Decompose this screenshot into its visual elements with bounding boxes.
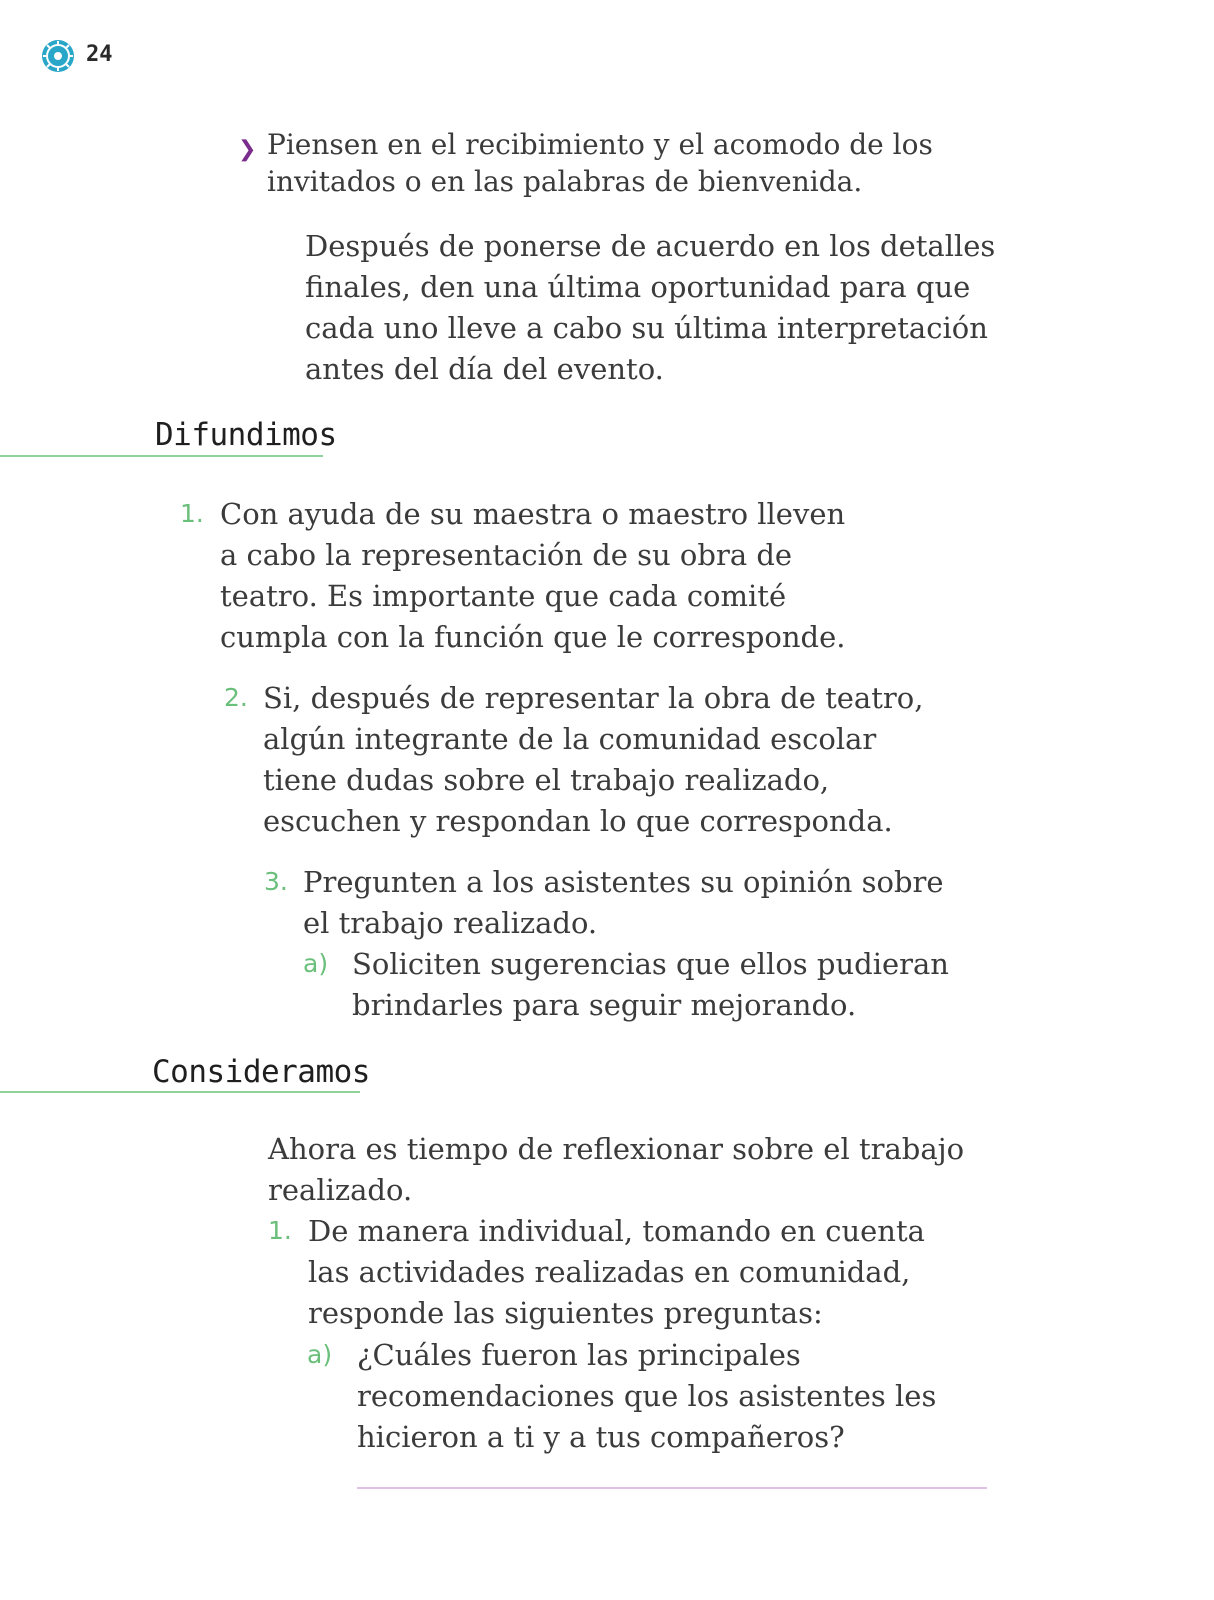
sub-item-text: Soliciten sugerencias que ellos pudieran brindarles para seguir mejorando.	[352, 947, 949, 1022]
sub-item-letter: a)	[307, 1340, 333, 1369]
section-heading-difundimos: Difundimos	[155, 417, 337, 453]
question-text: ¿Cuáles fueron las principales recomendaciones que los asistentes les hicieron a ti y a tus compañeros?	[357, 1338, 937, 1454]
list-number: 3.	[264, 867, 288, 896]
section-heading-consideramos: Consideramos	[152, 1054, 370, 1090]
list-number: 1.	[180, 499, 204, 528]
answer-line[interactable]	[357, 1487, 987, 1489]
heading-rule	[0, 455, 323, 457]
list-number: 1.	[268, 1216, 292, 1245]
heading-rule	[0, 1091, 360, 1093]
list-item-text: De manera individual, tomando en cuenta las actividades realizadas en comunidad, responde las siguientes preguntas:	[308, 1214, 925, 1330]
intro-paragraph: Después de ponerse de acuerdo en los detalles finales, den una última oportunidad para que cada uno lleve a cabo su última interpretación antes del día del evento.	[305, 229, 996, 386]
reflection-intro: Ahora es tiempo de reflexionar sobre el trabajo realizado.	[268, 1132, 965, 1207]
list-number: 2.	[224, 683, 248, 712]
rosette-icon	[40, 38, 76, 74]
list-item-text: Si, después de representar la obra de teatro, algún integrante de la comunidad escolar tiene dudas sobre el trabajo realizado, escuchen y respondan lo que corresponda.	[263, 681, 924, 838]
list-item-text: Pregunten a los asistentes su opinión sobre el trabajo realizado.	[303, 865, 944, 940]
bullet-text: Piensen en el recibimiento y el acomodo de los invitados o en las palabras de bienvenida.	[267, 128, 933, 198]
sub-item-letter: a)	[303, 949, 329, 978]
list-item-text: Con ayuda de su maestra o maestro lleven a cabo la representación de su obra de teatro. Es importante que cada comité cumpla con la función que le corresponde.	[220, 497, 846, 654]
page-number: 24	[86, 42, 113, 67]
chevron-right-icon: ❯	[238, 137, 257, 162]
